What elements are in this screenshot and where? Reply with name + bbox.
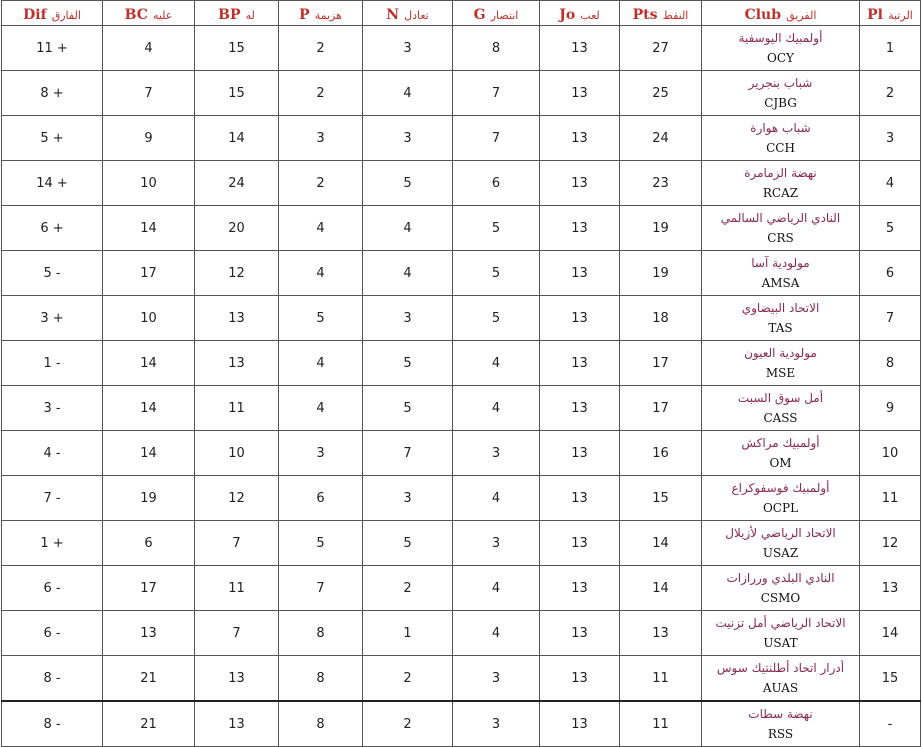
table-row [2,251,921,296]
cell-bc: 21 [103,701,195,747]
club-abbreviation: USAZ [762,546,799,560]
cell-p: 4 [279,251,363,296]
cell-pts: 14 [620,521,702,566]
cell-jo: 13 [540,206,620,251]
cell-dif: 6 + [2,206,103,251]
cell-bc: 14 [103,206,195,251]
cell-pl: - [860,701,921,747]
cell-pl: 8 [860,341,921,386]
cell-bp: 15 [195,26,279,71]
cell-pl: 2 [860,71,921,116]
cell-n: 5 [363,161,453,206]
cell-dif: 8 - [2,656,103,702]
header-dif-latin: Dif [23,6,47,23]
header-jo-arabic: لعب [580,8,600,22]
cell-club [702,296,860,341]
cell-bp: 24 [195,161,279,206]
cell-club [702,251,860,296]
club-arabic-name: أولمبيك اليوسفية [738,31,823,45]
cell-bc: 19 [103,476,195,521]
header-bp-latin: BP [218,6,241,23]
cell-jo: 13 [540,341,620,386]
cell-bp: 11 [195,386,279,431]
cell-bp: 11 [195,566,279,611]
cell-jo: 13 [540,116,620,161]
table-body [2,26,921,747]
club-abbreviation: OCY [767,51,794,65]
cell-dif: 4 - [2,431,103,476]
cell-bc: 10 [103,161,195,206]
cell-n: 3 [363,26,453,71]
cell-pts: 18 [620,296,702,341]
cell-p: 4 [279,206,363,251]
table-row [2,161,921,206]
header-n-latin: N [386,6,400,23]
header-jo [540,1,620,26]
cell-pl: 6 [860,251,921,296]
cell-g: 4 [453,476,540,521]
cell-bc: 13 [103,611,195,656]
cell-n: 2 [363,701,453,747]
header-bc-latin: BC [124,6,148,23]
header-n-arabic: تعادل [404,8,429,22]
cell-pl: 4 [860,161,921,206]
table-row [2,656,921,702]
cell-pts: 15 [620,476,702,521]
cell-jo: 13 [540,476,620,521]
cell-g: 4 [453,566,540,611]
cell-g: 4 [453,386,540,431]
cell-dif: 5 - [2,251,103,296]
cell-bc: 7 [103,71,195,116]
header-bp [195,1,279,26]
cell-bc: 14 [103,431,195,476]
cell-club [702,521,860,566]
cell-dif: 3 + [2,296,103,341]
header-club-latin: Club [744,6,782,23]
club-arabic-name: النادي الرياضي السالمي [720,211,841,225]
club-abbreviation: CRS [767,231,794,245]
table-row [2,431,921,476]
club-arabic-name: أدرار اتحاد أطلنتيك سوس [716,661,845,675]
cell-g: 4 [453,341,540,386]
cell-pts: 14 [620,566,702,611]
cell-n: 7 [363,431,453,476]
cell-g: 7 [453,71,540,116]
cell-p: 5 [279,521,363,566]
club-abbreviation: CSMO [760,591,801,605]
cell-dif: 11 + [2,26,103,71]
cell-pl: 3 [860,116,921,161]
cell-bc: 17 [103,566,195,611]
cell-pts: 11 [620,701,702,747]
cell-bc: 14 [103,386,195,431]
header-pts-latin: Pts [632,6,658,23]
club-arabic-name: أمل سوق السبت [737,391,824,405]
cell-g: 3 [453,701,540,747]
table-row [2,206,921,251]
table-row [2,26,921,71]
header-club [702,1,860,26]
cell-club [702,26,860,71]
cell-bp: 12 [195,476,279,521]
table-row [2,386,921,431]
club-arabic-name: الاتحاد الرياضي أمل تزنيت [715,616,846,630]
club-abbreviation: AMSA [761,276,800,290]
cell-dif: 1 - [2,341,103,386]
header-n [363,1,453,26]
cell-bp: 20 [195,206,279,251]
cell-n: 4 [363,251,453,296]
cell-g: 7 [453,116,540,161]
cell-p: 7 [279,566,363,611]
cell-g: 5 [453,206,540,251]
header-jo-latin: Jo [559,6,576,23]
club-abbreviation: OCPL [762,501,799,515]
cell-bp: 13 [195,296,279,341]
cell-bp: 13 [195,701,279,747]
header-pts-arabic: النقط [662,8,689,22]
cell-n: 3 [363,296,453,341]
cell-bp: 13 [195,341,279,386]
table-row [2,476,921,521]
cell-pl: 10 [860,431,921,476]
club-arabic-name: نهضة الزمامرة [744,166,817,180]
cell-p: 4 [279,386,363,431]
cell-pts: 25 [620,71,702,116]
club-abbreviation: CCH [766,141,795,155]
cell-n: 1 [363,611,453,656]
cell-pts: 16 [620,431,702,476]
cell-club [702,701,860,747]
cell-bc: 14 [103,341,195,386]
cell-bp: 7 [195,611,279,656]
club-abbreviation: CJBG [764,96,797,110]
cell-dif: 6 - [2,611,103,656]
cell-bc: 6 [103,521,195,566]
table-row [2,521,921,566]
cell-club [702,476,860,521]
cell-bp: 15 [195,71,279,116]
cell-n: 5 [363,521,453,566]
cell-pts: 17 [620,341,702,386]
club-arabic-name: نهضة سطات [748,707,813,721]
club-arabic-name: أولمبيك مراكش [741,436,820,450]
cell-n: 3 [363,476,453,521]
cell-pl: 15 [860,656,921,702]
cell-club [702,206,860,251]
cell-jo: 13 [540,296,620,341]
cell-jo: 13 [540,431,620,476]
cell-dif: 7 - [2,476,103,521]
cell-jo: 13 [540,251,620,296]
cell-bp: 14 [195,116,279,161]
table-row [2,341,921,386]
cell-g: 4 [453,611,540,656]
table-row [2,611,921,656]
cell-pts: 19 [620,251,702,296]
cell-club [702,656,860,702]
standings-table [1,0,921,747]
cell-p: 2 [279,26,363,71]
cell-pl: 9 [860,386,921,431]
cell-dif: 3 - [2,386,103,431]
cell-jo: 13 [540,161,620,206]
cell-pl: 5 [860,206,921,251]
cell-bp: 13 [195,656,279,702]
table-row [2,296,921,341]
header-p-arabic: هزيمة [314,8,342,22]
table-row [2,566,921,611]
header-pts [620,1,702,26]
cell-n: 2 [363,656,453,702]
cell-n: 4 [363,71,453,116]
cell-jo: 13 [540,71,620,116]
club-arabic-name: مولودية آسا [751,256,810,270]
cell-pts: 13 [620,611,702,656]
cell-g: 8 [453,26,540,71]
cell-g: 6 [453,161,540,206]
cell-pts: 27 [620,26,702,71]
cell-p: 3 [279,116,363,161]
club-abbreviation: RCAZ [762,186,799,200]
table-row [2,116,921,161]
cell-bp: 12 [195,251,279,296]
cell-dif: 8 - [2,701,103,747]
club-arabic-name: الاتحاد الرياضي لأزيلال [725,526,836,540]
cell-p: 6 [279,476,363,521]
header-dif [2,1,103,26]
cell-bc: 9 [103,116,195,161]
header-bc [103,1,195,26]
cell-club [702,161,860,206]
header-g-latin: G [473,6,486,23]
cell-bc: 10 [103,296,195,341]
club-abbreviation: OM [769,456,792,470]
cell-pts: 23 [620,161,702,206]
cell-p: 8 [279,656,363,702]
header-pl [860,1,921,26]
club-abbreviation: TAS [768,321,793,335]
cell-p: 4 [279,341,363,386]
cell-club [702,116,860,161]
cell-bc: 21 [103,656,195,702]
cell-bc: 17 [103,251,195,296]
cell-bp: 7 [195,521,279,566]
cell-g: 3 [453,431,540,476]
header-pl-arabic: الرتبة [888,8,913,22]
cell-g: 3 [453,656,540,702]
cell-jo: 13 [540,701,620,747]
cell-p: 2 [279,71,363,116]
cell-dif: 6 - [2,566,103,611]
header-p [279,1,363,26]
cell-dif: 5 + [2,116,103,161]
cell-g: 5 [453,251,540,296]
club-abbreviation: AUAS [762,681,799,695]
header-row [2,1,921,26]
cell-club [702,566,860,611]
club-abbreviation: RSS [767,727,794,741]
cell-p: 3 [279,431,363,476]
header-dif-arabic: الفارق [51,8,81,22]
cell-pts: 11 [620,656,702,702]
cell-pl: 14 [860,611,921,656]
club-abbreviation: CASS [763,411,798,425]
cell-dif: 14 + [2,161,103,206]
cell-club [702,386,860,431]
cell-jo: 13 [540,656,620,702]
club-arabic-name: أولمبيك فوسفوكراع [731,481,830,495]
cell-n: 3 [363,116,453,161]
cell-pl: 13 [860,566,921,611]
club-abbreviation: USAT [763,636,798,650]
header-bc-arabic: عليه [152,8,173,22]
cell-g: 5 [453,296,540,341]
cell-pts: 17 [620,386,702,431]
cell-pl: 12 [860,521,921,566]
header-club-arabic: الفريق [786,8,817,22]
cell-n: 4 [363,206,453,251]
club-arabic-name: الاتحاد البيضاوي [741,301,820,315]
cell-p: 2 [279,161,363,206]
table-row [2,701,921,747]
cell-g: 3 [453,521,540,566]
club-arabic-name: شباب هوارة [750,121,811,135]
cell-pts: 19 [620,206,702,251]
cell-bc: 4 [103,26,195,71]
header-pl-latin: Pl [867,6,883,23]
cell-pl: 1 [860,26,921,71]
cell-dif: 1 + [2,521,103,566]
cell-bp: 10 [195,431,279,476]
cell-p: 8 [279,701,363,747]
cell-pl: 7 [860,296,921,341]
cell-jo: 13 [540,26,620,71]
cell-jo: 13 [540,521,620,566]
cell-club [702,71,860,116]
club-abbreviation: MSE [765,366,796,380]
cell-pl: 11 [860,476,921,521]
cell-n: 5 [363,341,453,386]
club-arabic-name: النادي البلدي وررازات [726,571,835,585]
cell-n: 2 [363,566,453,611]
cell-club [702,341,860,386]
cell-club [702,611,860,656]
cell-dif: 8 + [2,71,103,116]
cell-jo: 13 [540,566,620,611]
cell-jo: 13 [540,611,620,656]
cell-n: 5 [363,386,453,431]
club-arabic-name: شباب بنجرير [748,76,813,90]
header-bp-arabic: له [245,8,255,22]
header-g [453,1,540,26]
cell-jo: 13 [540,386,620,431]
header-p-latin: P [299,6,310,23]
header-g-arabic: انتصار [490,8,519,22]
cell-p: 5 [279,296,363,341]
club-arabic-name: مولودية العيون [744,346,817,360]
cell-p: 8 [279,611,363,656]
table-row [2,71,921,116]
cell-club [702,431,860,476]
cell-pts: 24 [620,116,702,161]
